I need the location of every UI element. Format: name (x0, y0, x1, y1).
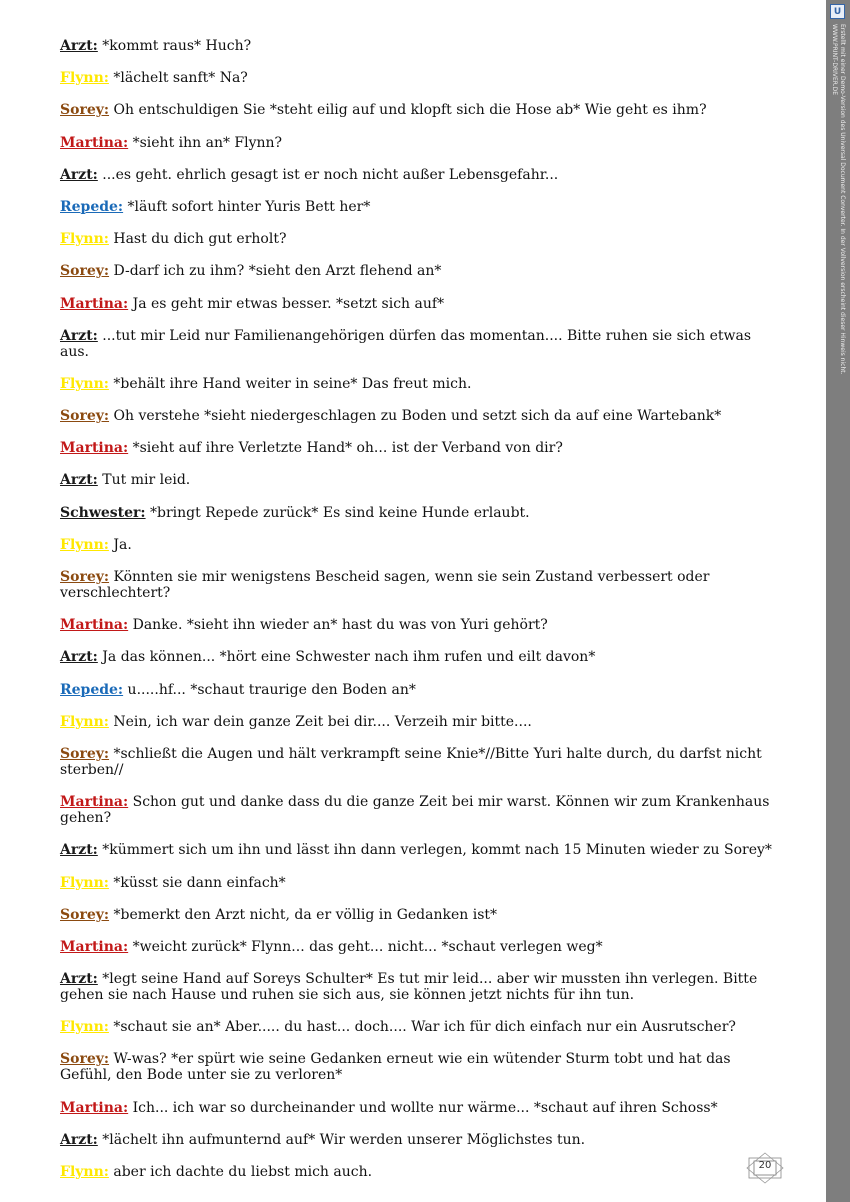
dialogue-text: Könnten sie mir wenigstens Bescheid sagen, wenn sie sein Zustand verbessert oder verschlechtert? (60, 569, 710, 601)
dialogue-line (60, 102, 780, 118)
dialogue-line (60, 263, 780, 279)
speaker-name-martina: Martina: (60, 794, 129, 811)
converter-logo-icon: U (830, 4, 845, 19)
dialogue-text: *behält ihre Hand weiter in seine* Das freut mich. (108, 375, 472, 392)
dialogue-text: Nein, ich war dein ganze Zeit bei dir.... Verzeih mir bitte.... (108, 713, 532, 730)
speaker-name-sorey: Sorey: (60, 569, 110, 585)
dialogue-text: W-was? *er spürt wie seine Gedanken erneut wie ein wütender Sturm tobt und hat das Gefühl, den Bode unter sie zu verloren* (60, 1051, 731, 1084)
dialogue-line (60, 440, 780, 456)
watermark-text (830, 24, 846, 375)
speaker-name-flynn: Flynn: (60, 231, 109, 248)
dialogue-line (60, 38, 780, 54)
speaker-name-repede: Repede: (60, 681, 124, 698)
dialogue-line (60, 746, 780, 778)
dialogue-text: *schaut sie an* Aber..... du hast... doch.... War ich für dich einfach nur ein Ausrutscher? (108, 1019, 736, 1036)
dialogue-line (60, 794, 780, 826)
dialogue-line (60, 167, 780, 183)
dialogue-line (60, 649, 780, 665)
dialogue-line (60, 537, 780, 553)
speaker-name-martina: Martina: (60, 295, 129, 312)
speaker-name-arzt: Arzt: (60, 1131, 98, 1148)
speaker-name-sorey: Sorey: (60, 263, 110, 280)
dialogue-text: D-darf ich zu ihm? *sieht den Arzt flehend an* (109, 263, 442, 280)
dialogue-text: ...tut mir Leid nur Familienangehörigen dürfen das momentan.... Bitte ruhen sie sich etwas aus. (60, 327, 752, 360)
speaker-name-martina: Martina: (60, 134, 129, 151)
speaker-name-arzt: Arzt: (60, 327, 98, 344)
dialogue-text: Oh verstehe *sieht niedergeschlagen zu Boden und setzt sich da auf eine Wartebank* (109, 408, 722, 425)
dialogue-line (60, 199, 780, 215)
speaker-name-repede: Repede: (60, 198, 124, 215)
dialogue-line (60, 328, 780, 360)
dialogue-text: Ja das können... *hört eine Schwester nach ihm rufen und eilt davon* (97, 649, 596, 666)
speaker-name-arzt: Arzt: (60, 166, 98, 183)
dialogue-text: Schon gut und danke dass du die ganze Zeit bei mir warst. Können wir zum Krankenhaus gehen? (60, 794, 770, 827)
dialogue-text: *weicht zurück* Flynn... das geht... nicht... *schaut verlegen weg* (128, 938, 603, 955)
speaker-name-martina: Martina: (60, 938, 129, 955)
page-number: 20 (758, 1160, 772, 1171)
dialogue-text: *bemerkt den Arzt nicht, da er völlig in Gedanken ist* (109, 906, 498, 923)
dialogue-text: *sieht auf ihre Verletzte Hand* oh... ist der Verband von dir? (128, 440, 563, 457)
speaker-name-flynn: Flynn: (60, 874, 109, 891)
speaker-name-sorey: Sorey: (60, 408, 110, 425)
dialogue-line (60, 1100, 780, 1116)
dialogue-line (60, 472, 780, 488)
dialogue-line (60, 70, 780, 86)
dialogue-text: *kommt raus* Huch? (97, 38, 252, 54)
dialogue-text: Ja. (108, 536, 132, 553)
speaker-name-sorey: Sorey: (60, 745, 110, 762)
dialogue-line (60, 376, 780, 392)
dialogue-line (60, 296, 780, 312)
dialogue-line (60, 135, 780, 151)
watermark-sidebar (826, 0, 850, 1202)
dialogue-line (60, 408, 780, 424)
dialogue-line (60, 505, 780, 521)
watermark-line-1: Erstellt mit einer Demo-Version des Universal Document Converter. In der Vollversion erscheint dieser Hinweis nicht. (839, 24, 846, 375)
speaker-name-flynn: Flynn: (60, 70, 109, 87)
dialogue-text: *legt seine Hand auf Soreys Schulter* Es tut mir leid... aber wir mussten ihn verlegen. Bitte gehen sie nach Hause und ruhen sie sich aus, sie können jetzt nichts für ihn tun. (60, 971, 758, 1004)
speaker-name-schwester: Schwester: (60, 504, 146, 521)
dialogue-line (60, 1019, 780, 1035)
speaker-name-sorey: Sorey: (60, 1051, 110, 1068)
dialogue-text: *küsst sie dann einfach* (108, 874, 286, 891)
dialogue-text: *lächelt ihn aufmunternd auf* Wir werden unserer Möglichstes tun. (97, 1131, 586, 1148)
dialogue-line (60, 1164, 780, 1180)
dialogue-text: Tut mir leid. (97, 472, 191, 489)
dialogue-line (60, 617, 780, 633)
speaker-name-martina: Martina: (60, 1099, 129, 1116)
speaker-name-arzt: Arzt: (60, 472, 98, 489)
dialogue-line (60, 1132, 780, 1148)
dialogue-text: Oh entschuldigen Sie *steht eilig auf und klopft sich die Hose ab* Wie geht es ihm? (109, 102, 707, 119)
dialogue-text: *bringt Repede zurück* Es sind keine Hunde erlaubt. (145, 504, 530, 521)
dialogue-text: Ich... ich war so durcheinander und wollte nur wärme... *schaut auf ihren Schoss* (128, 1099, 718, 1116)
dialogue-text: u.....hf... *schaut traurige den Boden an* (123, 681, 416, 698)
dialogue-text: ...es geht. ehrlich gesagt ist er noch nicht außer Lebensgefahr... (97, 166, 559, 183)
dialogue-text: *sieht ihn an* Flynn? (128, 134, 283, 151)
speaker-name-flynn: Flynn: (60, 375, 109, 392)
speaker-name-arzt: Arzt: (60, 971, 98, 988)
speaker-name-sorey: Sorey: (60, 102, 110, 119)
dialogue-text: Hast du dich gut erholt? (108, 231, 287, 248)
speaker-name-flynn: Flynn: (60, 1019, 109, 1036)
page-number-badge (745, 1152, 785, 1182)
speaker-name-sorey: Sorey: (60, 906, 110, 923)
dialogue-text: aber ich dachte du liebst mich auch. (108, 1164, 373, 1180)
dialogue-line (60, 231, 780, 247)
dialogue-line (60, 682, 780, 698)
dialogue-text: Ja es geht mir etwas besser. *setzt sich auf* (128, 295, 445, 312)
speaker-name-martina: Martina: (60, 440, 129, 457)
watermark-line-2: WWW.PRINT-DRIVER.DE (831, 24, 838, 96)
dialogue-line (60, 714, 780, 730)
dialogue-text: *kümmert sich um ihn und lässt ihn dann verlegen, kommt nach 15 Minuten wieder zu Sorey* (97, 842, 772, 859)
speaker-name-flynn: Flynn: (60, 1164, 109, 1180)
dialogue-content (60, 38, 780, 1196)
dialogue-text: *läuft sofort hinter Yuris Bett her* (123, 198, 371, 215)
dialogue-line (60, 842, 780, 858)
speaker-name-martina: Martina: (60, 617, 129, 634)
speaker-name-arzt: Arzt: (60, 38, 98, 54)
speaker-name-flynn: Flynn: (60, 536, 109, 553)
dialogue-line (60, 971, 780, 1003)
speaker-name-arzt: Arzt: (60, 842, 98, 859)
dialogue-text: Danke. *sieht ihn wieder an* hast du was von Yuri gehört? (128, 617, 548, 634)
dialogue-line (60, 569, 780, 601)
dialogue-text: *schließt die Augen und hält verkrampft seine Knie*//Bitte Yuri halte durch, du darfst nicht sterben// (60, 745, 762, 778)
dialogue-line (60, 875, 780, 891)
dialogue-line (60, 939, 780, 955)
speaker-name-flynn: Flynn: (60, 713, 109, 730)
dialogue-text: *lächelt sanft* Na? (108, 70, 248, 87)
speaker-name-arzt: Arzt: (60, 649, 98, 666)
dialogue-line (60, 1051, 780, 1083)
dialogue-line (60, 907, 780, 923)
